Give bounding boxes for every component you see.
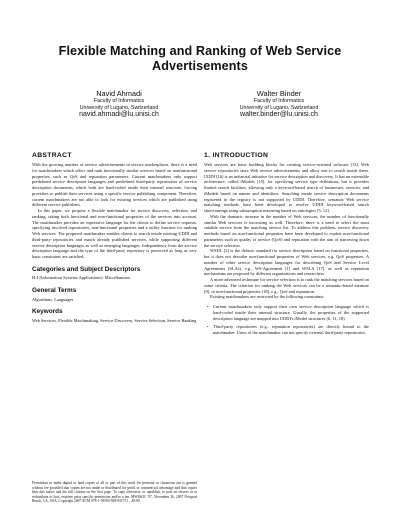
author-block-1	[44, 89, 194, 120]
footnote-text: Permission to make digital or hard copies of all or part of this work for personal or classroom use is granted without fee provided that copies are not made or distributed for profit or commercial advantage and that copies bear this notice and the full citation on the first page. To copy otherwise, to republish, to post on servers or to redistribute to lists, requires prior specific permission and/or a fee. MW4SOC '07, November 26, 2007 Newport Beach, CA, USA. Copyright 2007 ACM 978-1-59593-928-9/07/11 ...$5.00.	[32, 481, 197, 503]
author-affiliation: Faculty of Informatics	[253, 98, 305, 104]
author-name: Walter Binder	[256, 89, 302, 98]
list-item-text: Current matchmakers only support their own service description language which is hard-coded inside their internal structure. Usually, the properties of the supported description language are mapped into UDDI's tModel structures [6, 11, 18].	[213, 304, 369, 321]
bullet-icon: •	[207, 304, 209, 309]
abstract-heading: ABSTRACT	[32, 152, 72, 159]
intro-paragraph: Web services are basic building blocks for creating service-oriented software [13]. Web service repositories store Web service advertisements and allow one to search inside them. UDDI [16] is an industrial initiative for service description and discovery. It has an extensible architecture, called tModels [15], for specifying service type definitions, but it provides limited search facilities, allowing only a keyword-based search of businesses, services, and tModels based on names and identifiers. Searching inside service description documents registered in the registry is not supported by UDDI. Therefore, semantic Web service matching methods have been developed to resolve UDDI keyword-based search shortcomings using subsumption reasoning based on ontologies [5, 12].	[204, 162, 369, 213]
author-block-2	[204, 89, 354, 120]
right-column	[204, 151, 369, 339]
list-item-text: Third-party repositories (e.g., reputation repositories) are directly bound to the matchmaker. Users of the matchmaker can not specify external third-party repositories.	[213, 324, 369, 335]
constraints-list	[204, 304, 369, 336]
abstract-paragraph: With the growing number of service advertisements in service marketplaces, there is a need for matchmakers which select and rank functionally similar services based on nonfunctional properties, such as QoS and reputation parameters. Current matchmakers only support predefined service description languages and predefined third-party repositories of service description documents, which both are hard-coded inside their internal structure, forcing providers to publish their services using a specific service publishing component. Therefore, current matchmakers are not able to look for existing services which are published using different service publishers.	[32, 162, 197, 208]
author-institution: University of Lugano, Switzerland	[79, 104, 159, 111]
bullet-icon: •	[207, 324, 209, 330]
intro-paragraph: WSDL [2] is the defacto standard for service description based on functional properties, but it does not describe non-functional properties of Web services, e.g. QoS properties. A number of other service description languages for describing QoS and Service Level Agreements (SLAs), e.g., WS-Agreement [1] and WSLA [17], as well as reputation mechanisms are proposed by different organizations and researchers.	[204, 248, 369, 277]
categories-text: H.4 [Information Systems Applications]: Miscellaneous	[32, 275, 131, 281]
intro-paragraph: With the dramatic increase in the number of Web services, the number of functionally similar Web services is increasing as well. Therefore, there is a need to select the most suitable service from the matching service list. To address this problem, service discovery methods based on non-functional properties have been developed to exploit non-functional parameters such as quality of service (QoS) and reputation with the aim of narrowing down the service selection.	[204, 213, 369, 248]
author-institution: University of Lugano, Switzerland	[239, 104, 319, 111]
author-affiliation: Faculty of Informatics	[93, 98, 145, 104]
list-item	[207, 324, 369, 336]
abstract-paragraph: In this paper, we propose a flexible matchmaker for service discovery, selection, and ranking, taking both functional and non-functional properties of the services into account. The matchmaker provides an expressive language for the clients to define service requests, specifying involved repositories, non-functional properties and a utility function for ranking Web services. The proposed matchmaker enables clients to search inside existing UDDI and third-party repositories and match already published services, while supporting different service description languages as well as emerging languages. Independency from the service description language and the type of the third-party repository is preserved as long as very basic constraints are satisfied.	[32, 208, 197, 259]
left-column	[32, 151, 197, 324]
keywords-heading: Keywords	[32, 308, 63, 316]
keywords-text: Web Services, Flexible Matchmaking, Service Discovery, Service Selection, Service Ranking	[32, 317, 197, 323]
introduction-heading: 1. INTRODUCTION	[204, 152, 269, 159]
intro-paragraph: A more advanced technique for service selection is to rank the matching services based on some criteria. The criterion for ranking the Web services can be a semantic-based measure [8], or non-functional properties [18], e.g., QoS and reputation.	[204, 277, 369, 294]
author-name: Navid Ahmadi	[96, 89, 142, 98]
general-terms-heading: General Terms	[32, 287, 77, 294]
categories-heading: Categories and Subject Descriptors	[32, 265, 141, 273]
list-item	[207, 304, 369, 321]
intro-paragraph: Existing matchmakers are restricted by the following constraints:	[210, 294, 325, 300]
general-terms-text: Algorithms, Languages	[32, 296, 74, 302]
author-email: navid.ahmadi@lu.unisi.ch	[79, 111, 159, 119]
author-email: walter.binder@lu.unisi.ch	[240, 111, 318, 119]
paper-title: Flexible Matching and Ranking of Web Service Advertisements	[58, 44, 342, 73]
copyright-footnote	[32, 481, 197, 504]
